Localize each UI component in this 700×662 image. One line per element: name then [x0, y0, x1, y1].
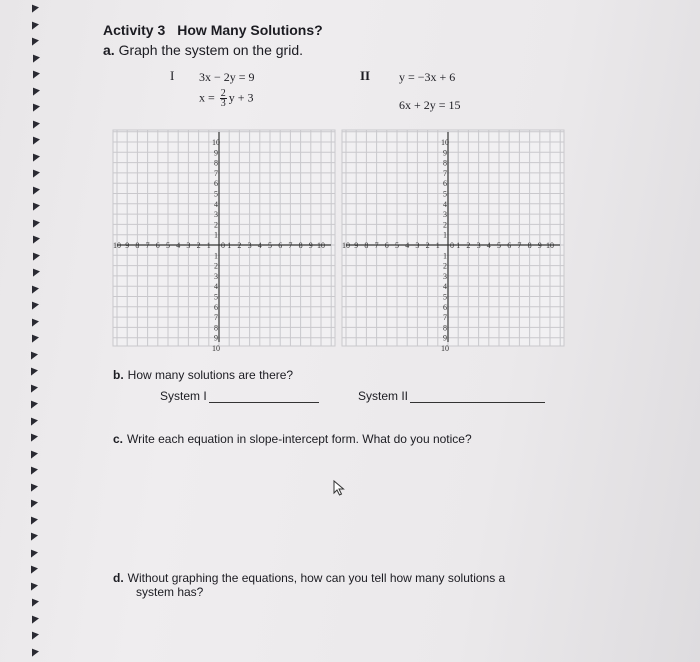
activity-heading: How Many Solutions?: [177, 22, 323, 38]
x-tick-label: 9: [308, 241, 313, 250]
y-tick-label: 3: [214, 210, 218, 220]
x-tick-label: 7: [145, 241, 150, 250]
binder-ring: [31, 515, 38, 524]
part-d-prompt: [113, 571, 505, 599]
y-tick-label: 4: [443, 199, 447, 209]
y-tick-label: 4: [443, 282, 447, 292]
binder-ring: [32, 3, 39, 12]
x-tick-label: 5: [497, 241, 501, 250]
coordinate-grid-1: [113, 130, 335, 353]
x-tick-label: 1: [206, 241, 211, 250]
binder-ring: [32, 647, 39, 656]
y-tick-label: 8: [443, 323, 447, 333]
y-tick-label: 1: [443, 251, 447, 261]
binder-ring: [32, 614, 39, 623]
part-a-prompt: [103, 42, 303, 58]
x-tick-label: 8: [364, 241, 369, 250]
x-tick-label: 3: [186, 241, 191, 250]
x-tick-label: 4: [486, 241, 491, 250]
x-tick-label: 2: [425, 241, 430, 250]
binder-ring: [33, 234, 40, 243]
system-2-answer-blank[interactable]: [410, 390, 545, 403]
system-1-answer: [160, 389, 319, 403]
x-tick-label: 7: [517, 241, 522, 250]
part-d-letter: d.: [113, 571, 124, 585]
binder-ring: [31, 383, 38, 392]
activity-title: [103, 22, 323, 38]
y-tick-label: 1: [443, 230, 447, 240]
system-1-eq1: 3x − 2y = 9: [199, 70, 255, 84]
binder-ring: [32, 597, 39, 606]
x-tick-label: 10: [342, 241, 350, 250]
y-tick-label: 8: [214, 158, 218, 168]
y-tick-label: 10: [441, 138, 449, 147]
x-tick-label: 4: [176, 241, 181, 250]
binder-ring: [33, 53, 40, 62]
system-1-label: I: [170, 68, 175, 83]
system-1-eq2: [199, 89, 254, 108]
binder-ring: [31, 548, 38, 557]
fraction-num: 2: [220, 88, 226, 99]
binder-ring: [33, 102, 40, 111]
binder-ring: [32, 333, 39, 342]
x-tick-label: 6: [155, 241, 160, 250]
x-tick-label: 8: [527, 241, 532, 250]
y-tick-label: 4: [214, 282, 218, 292]
activity-number: Activity 3: [103, 22, 166, 38]
binder-ring: [31, 581, 38, 590]
x-tick-label: 9: [537, 241, 542, 250]
origin-label: 0: [450, 241, 454, 250]
y-tick-label: 6: [214, 302, 218, 312]
binder-ring: [31, 399, 38, 408]
system-2-answer-label: System II: [358, 389, 409, 403]
binder-ring: [31, 564, 38, 573]
coordinate-grid-2: [342, 130, 564, 353]
x-tick-label: 2: [237, 241, 242, 250]
x-tick-label: 10: [546, 241, 554, 250]
x-tick-label: 6: [507, 241, 512, 250]
binder-rings: [28, 0, 42, 662]
binder-ring: [33, 168, 40, 177]
y-tick-label: 9: [443, 148, 447, 158]
x-tick-label: 1: [435, 241, 440, 250]
y-tick-label: 10: [212, 138, 220, 147]
y-tick-label: 7: [443, 313, 447, 323]
x-tick-label: 5: [268, 241, 272, 250]
binder-ring: [31, 416, 38, 425]
y-tick-label: 9: [214, 148, 218, 158]
binder-ring: [31, 432, 38, 441]
binder-ring: [33, 86, 40, 95]
x-tick-label: 6: [384, 241, 389, 250]
part-c-prompt: [113, 432, 472, 446]
binder-ring: [31, 449, 38, 458]
y-tick-label: 5: [214, 189, 218, 199]
x-tick-label: 7: [288, 241, 293, 250]
y-tick-label: 3: [443, 271, 447, 281]
arrow-cursor-icon: [333, 480, 347, 496]
binder-ring: [32, 20, 39, 29]
y-tick-label: 5: [443, 189, 447, 199]
binder-ring: [31, 531, 38, 540]
system-2-eq2: 6x + 2y = 15: [399, 98, 461, 112]
binder-ring: [32, 300, 39, 309]
part-b-prompt: [113, 368, 293, 382]
x-tick-label: 8: [298, 241, 303, 250]
x-tick-label: 8: [135, 241, 140, 250]
fraction-den: 3: [220, 98, 226, 109]
y-tick-label: 3: [443, 210, 447, 220]
system-1-answer-blank[interactable]: [209, 390, 319, 403]
x-tick-label: 10: [317, 241, 325, 250]
binder-ring: [33, 69, 40, 78]
x-tick-label: 4: [257, 241, 262, 250]
y-tick-label: 7: [214, 313, 218, 323]
origin-label: 0: [221, 241, 225, 250]
x-tick-label: 6: [278, 241, 283, 250]
x-tick-label: 3: [247, 241, 252, 250]
binder-ring: [33, 135, 40, 144]
y-tick-label: 5: [443, 292, 447, 302]
binder-ring: [33, 152, 40, 161]
x-tick-label: 1: [227, 241, 232, 250]
y-tick-label: 6: [443, 179, 447, 189]
binder-ring: [32, 630, 39, 639]
y-tick-label: 9: [214, 333, 218, 343]
x-tick-label: 3: [476, 241, 481, 250]
y-tick-label: 2: [443, 261, 447, 271]
y-tick-label: 2: [443, 220, 447, 230]
fraction: [220, 89, 227, 108]
part-b-letter: b.: [113, 368, 124, 382]
x-tick-label: 9: [125, 241, 130, 250]
y-tick-label: 7: [214, 168, 218, 178]
binder-ring: [33, 251, 40, 260]
x-tick-label: 4: [405, 241, 410, 250]
binder-ring: [33, 185, 40, 194]
x-tick-label: 2: [466, 241, 471, 250]
y-tick-label: 1: [214, 230, 218, 240]
part-a-text: Graph the system on the grid.: [118, 42, 304, 58]
system-1-eq2-rest: y + 3: [228, 90, 254, 105]
binder-ring: [33, 218, 40, 227]
y-tick-label: 1: [214, 251, 218, 261]
binder-ring: [31, 482, 38, 491]
x-tick-label: 2: [196, 241, 201, 250]
y-tick-label: 3: [214, 271, 218, 281]
y-tick-label: 8: [214, 323, 218, 333]
x-tick-label: 9: [354, 241, 359, 250]
y-tick-label: 10: [212, 344, 220, 353]
system-2-eq1: y = −3x + 6: [399, 70, 456, 84]
x-tick-label: 7: [374, 241, 379, 250]
binder-ring: [32, 317, 39, 326]
y-tick-label: 7: [443, 168, 447, 178]
x-tick-label: 5: [166, 241, 170, 250]
binder-ring: [33, 201, 40, 210]
y-tick-label: 5: [214, 292, 218, 302]
part-d-text-line1: Without graphing the equations, how can you tell how many solutions a: [127, 571, 506, 585]
y-tick-label: 2: [214, 261, 218, 271]
binder-ring: [31, 465, 38, 474]
part-a-letter: a.: [103, 42, 115, 58]
x-tick-label: 10: [113, 241, 121, 250]
x-tick-label: 3: [415, 241, 420, 250]
y-tick-label: 8: [443, 158, 447, 168]
system-1-answer-label: System I: [160, 389, 207, 403]
binder-ring: [31, 366, 38, 375]
part-b-text: How many solutions are there?: [127, 368, 294, 382]
system-2-answer: [358, 389, 545, 403]
part-c-text: Write each equation in slope-intercept form. What do you notice?: [127, 432, 472, 446]
y-tick-label: 2: [214, 220, 218, 230]
system-2-label: II: [360, 68, 371, 83]
system-1-eq2-lhs: x =: [199, 90, 215, 105]
binder-ring: [31, 350, 38, 359]
x-tick-label: 5: [395, 241, 399, 250]
y-tick-label: 6: [443, 302, 447, 312]
y-tick-label: 10: [441, 344, 449, 353]
binder-ring: [33, 267, 40, 276]
part-c-letter: c.: [113, 432, 124, 446]
binder-ring: [31, 498, 38, 507]
y-tick-label: 6: [214, 179, 218, 189]
y-tick-label: 9: [443, 333, 447, 343]
part-d-text-line2: system has?: [136, 585, 204, 599]
y-tick-label: 4: [214, 199, 218, 209]
x-tick-label: 1: [456, 241, 461, 250]
binder-ring: [32, 36, 39, 45]
binder-ring: [33, 119, 40, 128]
binder-ring: [32, 284, 39, 293]
